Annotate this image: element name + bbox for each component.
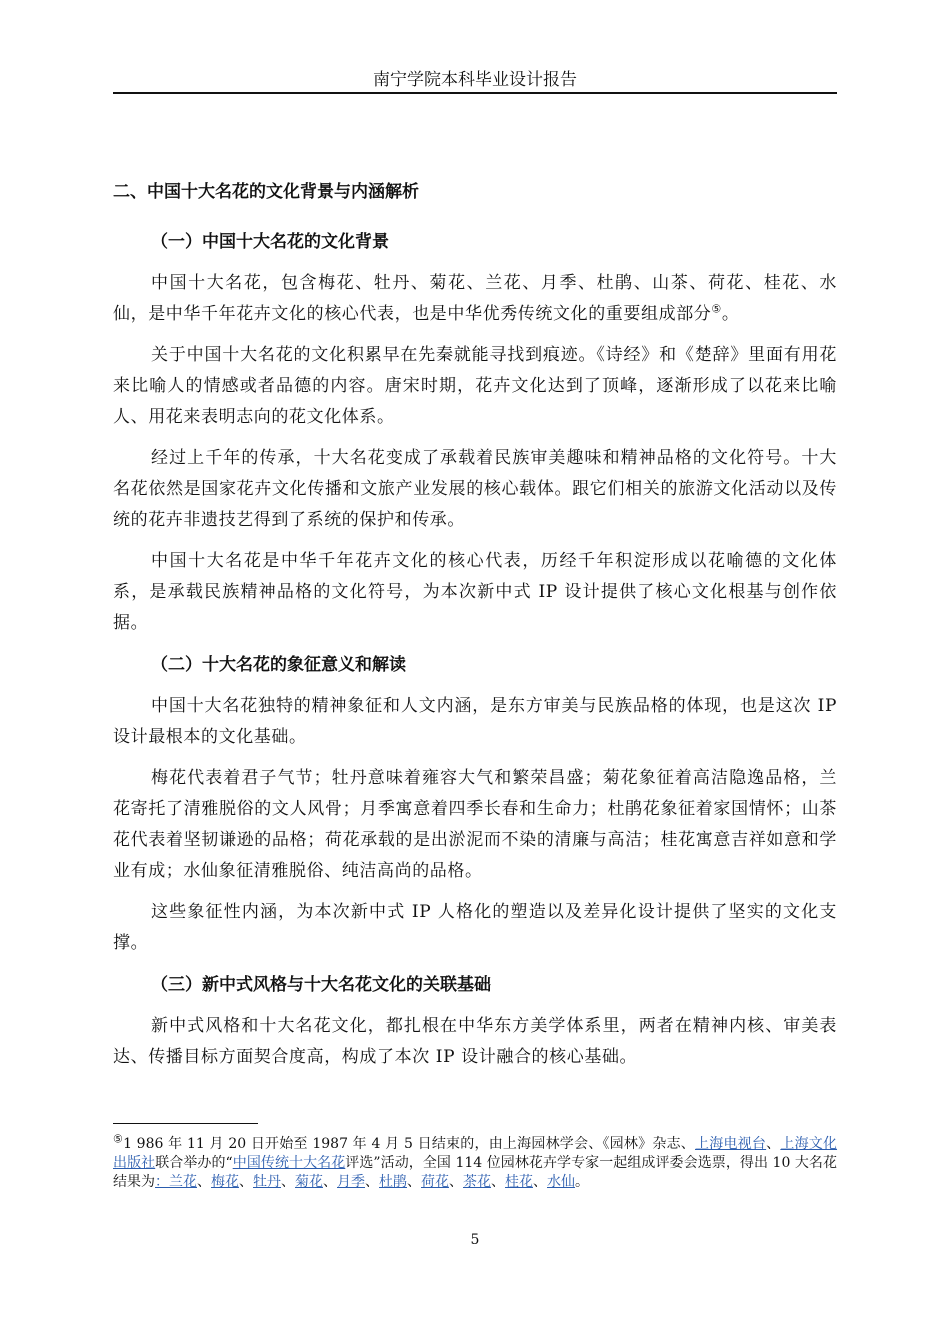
subsection-heading-2: （二）十大名花的象征意义和解读: [151, 655, 406, 675]
footnote: [113, 1132, 838, 1192]
page-number: 5: [470, 1232, 480, 1248]
footnote-flower-link[interactable]: 茶花: [463, 1174, 491, 1190]
footnote-separator: 、: [491, 1174, 505, 1190]
footnote-text: 评选”活动，全国 114 位园林花卉学专家一起组成评委会选票，得出 10 大名花结果为: [113, 1155, 837, 1190]
paragraph-end: 。: [721, 304, 740, 324]
paragraph: [113, 268, 837, 330]
footnote-flower-list: [197, 1174, 575, 1190]
footnote-separator: 、: [239, 1174, 253, 1190]
footnote-separator: 、: [365, 1174, 379, 1190]
footnote-text: 1 986 年 11 月 20 日开始至 1987 年 4 月 5 日结束的，由上海园林学会、《园林》杂志、: [123, 1136, 696, 1152]
footnote-text: 联合举办的“: [155, 1155, 233, 1171]
footnote-separator: 、: [197, 1174, 211, 1190]
footnote-link-shanghai-tv[interactable]: 上海电视台: [695, 1136, 767, 1152]
body-content: [113, 176, 837, 1083]
header-rule: [113, 92, 837, 94]
footnote-ref[interactable]: ⑤: [711, 302, 722, 316]
paragraph: 中国十大名花是中华千年花卉文化的核心代表，历经千年积淀形成以花喻德的文化体系，是承载民族精神品格的文化符号，为本次新中式 IP 设计提供了核心文化根基与创作依据。: [113, 551, 837, 633]
footnote-rule: [113, 1123, 258, 1124]
section-heading: 二、中国十大名花的文化背景与内涵解析: [113, 182, 419, 202]
subsection-heading-1: （一）中国十大名花的文化背景: [151, 232, 389, 252]
footnote-flower-link[interactable]: 菊花: [295, 1174, 323, 1190]
footnote-flower-link[interactable]: 杜鹃: [379, 1174, 407, 1190]
paragraph: 新中式风格和十大名花文化，都扎根在中华东方美学体系里，两者在精神内核、审美表达、传播目标方面契合度高，构成了本次 IP 设计融合的核心基础。: [113, 1016, 837, 1067]
footnote-flower-link[interactable]: 荷花: [421, 1174, 449, 1190]
footnote-separator: 、: [449, 1174, 463, 1190]
footnote-link-orchid[interactable]: ：兰花: [155, 1174, 197, 1190]
paragraph: 关于中国十大名花的文化积累早在先秦就能寻找到痕迹。《诗经》和《楚辞》里面有用花来比喻人的情感或者品德的内容。唐宋时期，花卉文化达到了顶峰，逐渐形成了以花来比喻人、用花来表明志向的花文化体系。: [113, 345, 837, 427]
footnote-separator: 、: [407, 1174, 421, 1190]
footnote-end: 。: [575, 1174, 589, 1190]
subsection-heading-3: （三）新中式风格与十大名花文化的关联基础: [151, 975, 491, 995]
paragraph-text: 中国十大名花，包含梅花、牡丹、菊花、兰花、月季、杜鹃、山茶、荷花、桂花、水仙，是中华千年花卉文化的核心代表，也是中华优秀传统文化的重要组成部分: [113, 273, 837, 324]
footnote-separator: 、: [323, 1174, 337, 1190]
footnote-flower-link[interactable]: 桂花: [505, 1174, 533, 1190]
footnote-link-shanghai-press[interactable]: 上海文化出版社: [113, 1136, 838, 1171]
page-header: 南宁学院本科毕业设计报告: [373, 70, 577, 90]
paragraph: 经过上千年的传承，十大名花变成了承载着民族审美趣味和精神品格的文化符号。十大名花依然是国家花卉文化传播和文旅产业发展的核心载体。跟它们相关的旅游文化活动以及传统的花卉非遗技艺得到了系统的保护和传承。: [113, 448, 837, 530]
footnote-separator: 、: [281, 1174, 295, 1190]
footnote-flower-link[interactable]: 水仙: [547, 1174, 575, 1190]
footnote-separator: 、: [766, 1136, 781, 1152]
paragraph: 这些象征性内涵，为本次新中式 IP 人格化的塑造以及差异化设计提供了坚实的文化支撑。: [113, 902, 837, 953]
footnote-flower-link[interactable]: 牡丹: [253, 1174, 281, 1190]
footnote-flower-link[interactable]: 梅花: [211, 1174, 239, 1190]
footnote-marker: ⑤: [113, 1132, 124, 1146]
footnote-separator: 、: [533, 1174, 547, 1190]
footnote-link-top-ten-flowers[interactable]: 中国传统十大名花: [232, 1155, 346, 1171]
footnote-flower-link[interactable]: 月季: [337, 1174, 365, 1190]
paragraph: 中国十大名花独特的精神象征和人文内涵，是东方审美与民族品格的体现，也是这次 IP 设计最根本的文化基础。: [113, 696, 837, 747]
paragraph: 梅花代表着君子气节；牡丹意味着雍容大气和繁荣昌盛；菊花象征着高洁隐逸品格，兰花寄托了清雅脱俗的文人风骨；月季寓意着四季长春和生命力；杜鹃花象征着家国情怀；山茶花代表着坚韧谦逊的品格；荷花承载的是出淤泥而不染的清廉与高洁；桂花寓意吉祥如意和学业有成；水仙象征清雅脱俗、纯洁高尚的品格。: [113, 768, 837, 881]
